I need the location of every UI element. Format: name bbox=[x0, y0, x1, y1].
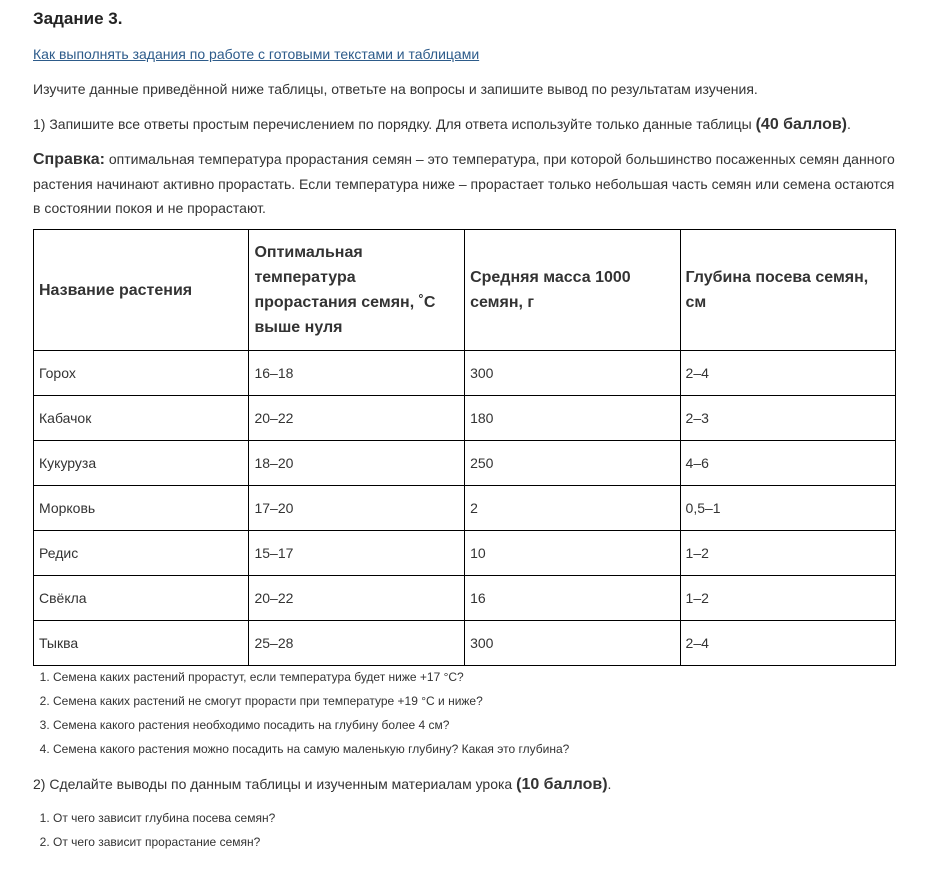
cell-temperature: 25–28 bbox=[249, 621, 465, 666]
cell-plant: Редис bbox=[34, 531, 249, 576]
cell-depth: 0,5–1 bbox=[680, 486, 895, 531]
cell-depth: 1–2 bbox=[680, 531, 895, 576]
cell-plant: Морковь bbox=[34, 486, 249, 531]
header-sowing-depth: Глубина посева семян, см bbox=[680, 230, 895, 351]
reference-text: оптимальная температура прорастания семян – это температура, при которой большинство посаженных семян данного растения начинают активно прорастать. Если температура ниже – прорастает только небольшая часть семян или семена остаются в состоянии покоя и не прорастают. bbox=[33, 151, 895, 216]
part2-instruction bbox=[33, 772, 611, 797]
header-optimal-temperature: Оптимальная температура прорастания семян, ˚С выше нуля bbox=[249, 230, 465, 351]
list-item: 1. Семена каких растений прорастут, если температура будет ниже +17 °С? bbox=[53, 665, 569, 689]
task-intro: Изучите данные приведённой ниже таблицы, ответьте на вопросы и запишите вывод по результатам изучения. bbox=[33, 81, 758, 97]
header-seed-mass: Средняя масса 1000 семян, г bbox=[465, 230, 680, 351]
list-item: 2. Семена каких растений не смогут прорасти при температуре +19 °С и ниже? bbox=[53, 689, 569, 713]
reference-note bbox=[33, 147, 899, 220]
part1-instruction bbox=[33, 112, 851, 137]
table-row bbox=[34, 486, 896, 531]
cell-plant: Горох bbox=[34, 351, 249, 396]
part1-end: . bbox=[847, 116, 851, 132]
cell-mass: 2 bbox=[465, 486, 680, 531]
seed-table bbox=[33, 229, 896, 666]
cell-plant: Кабачок bbox=[34, 396, 249, 441]
list-item: 3. Семена какого растения необходимо посадить на глубину более 4 см? bbox=[53, 713, 569, 737]
cell-mass: 180 bbox=[465, 396, 680, 441]
cell-depth: 2–3 bbox=[680, 396, 895, 441]
table-row bbox=[34, 531, 896, 576]
table-row bbox=[34, 576, 896, 621]
list-item: 2. От чего зависит прорастание семян? bbox=[53, 830, 275, 854]
cell-mass: 300 bbox=[465, 621, 680, 666]
cell-depth: 2–4 bbox=[680, 351, 895, 396]
cell-mass: 300 bbox=[465, 351, 680, 396]
cell-mass: 10 bbox=[465, 531, 680, 576]
table-row bbox=[34, 621, 896, 666]
list-item: 4. Семена какого растения можно посадить на самую маленькую глубину? Какая это глубина? bbox=[53, 737, 569, 761]
cell-plant: Кукуруза bbox=[34, 441, 249, 486]
part2-questions bbox=[33, 806, 275, 854]
cell-depth: 2–4 bbox=[680, 621, 895, 666]
table-row bbox=[34, 396, 896, 441]
task-title: Задание 3. bbox=[33, 9, 123, 28]
cell-temperature: 17–20 bbox=[249, 486, 465, 531]
table-header-row bbox=[34, 230, 896, 351]
header-plant-name: Название растения bbox=[34, 230, 249, 351]
part1-text: 1) Запишите все ответы простым перечислением по порядку. Для ответа используйте только данные таблицы bbox=[33, 116, 756, 132]
table-row bbox=[34, 441, 896, 486]
part2-points: (10 баллов) bbox=[516, 776, 608, 793]
cell-plant: Тыква bbox=[34, 621, 249, 666]
cell-mass: 250 bbox=[465, 441, 680, 486]
cell-plant: Свёкла bbox=[34, 576, 249, 621]
cell-depth: 1–2 bbox=[680, 576, 895, 621]
cell-temperature: 20–22 bbox=[249, 396, 465, 441]
cell-temperature: 20–22 bbox=[249, 576, 465, 621]
cell-temperature: 15–17 bbox=[249, 531, 465, 576]
table-row bbox=[34, 351, 896, 396]
cell-temperature: 18–20 bbox=[249, 441, 465, 486]
help-link[interactable]: Как выполнять задания по работе с готовыми текстами и таблицами bbox=[33, 46, 480, 62]
cell-temperature: 16–18 bbox=[249, 351, 465, 396]
reference-label: Справка: bbox=[33, 151, 105, 168]
part1-points: (40 баллов) bbox=[755, 116, 847, 133]
cell-depth: 4–6 bbox=[680, 441, 895, 486]
part2-text: 2) Сделайте выводы по данным таблицы и изученным материалам урока bbox=[33, 776, 517, 792]
cell-mass: 16 bbox=[465, 576, 680, 621]
list-item: 1. От чего зависит глубина посева семян? bbox=[53, 806, 275, 830]
part2-end: . bbox=[607, 776, 612, 792]
part1-questions bbox=[33, 665, 569, 761]
